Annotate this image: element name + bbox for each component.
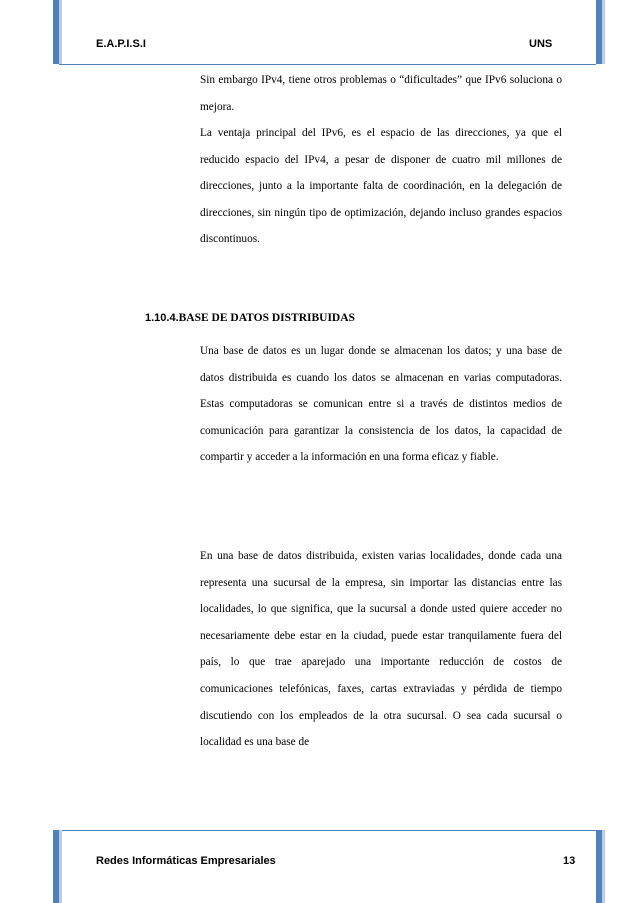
right-bottom-bar-shadow	[602, 830, 605, 903]
section-number: 1.10.4.	[145, 312, 179, 324]
left-top-bar-shadow	[59, 0, 62, 64]
section-title: BASE DE DATOS DISTRIBUIDAS	[178, 312, 355, 324]
paragraph-distributed-db-definition: Una base de datos es un lugar donde se almacenan los datos; y una base de datos distribuida es cuando los datos se almacenan en varias computadoras. Estas computadoras se comunican entre si a través de distintos medios de comunicación para garantizar la consistencia de los datos, la capacidad de compartir y acceder a la información en una forma eficaz y fiable.	[200, 345, 562, 464]
header-right: UNS	[529, 38, 553, 50]
section-heading	[145, 312, 355, 324]
footer-rule	[59, 830, 596, 831]
paragraph-distributed-db-localities: En una base de datos distribuida, existen varias localidades, donde cada una representa una sucursal de la empresa, sin importar las distancias entre las localidades, lo que significa, que la sucursal a donde usted quiere acceder no necesariamente debe estar en la ciudad, puede estar tranquilamente fuera del país, lo que trae aparejado una importante reducción de costos de comunicaciones telefónicas, faxes, cartas extraviadas y pérdida de tiempo discutiendo con los empleados de la otra sucursal. O sea cada sucursal o localidad es una base de	[200, 550, 562, 749]
header-rule	[59, 64, 596, 65]
header-left: E.A.P.I.S.I	[96, 38, 146, 50]
right-top-bar-shadow	[602, 0, 605, 64]
paragraph-ipv4-problems: Sin embargo IPv4, tiene otros problemas o “dificultades” que IPv6 soluciona o mejora.	[200, 74, 562, 113]
page-number: 13	[563, 855, 576, 867]
footer-title: Redes Informáticas Empresariales	[96, 855, 276, 867]
paragraph-ipv6-advantage: La ventaja principal del IPv6, es el espacio de las direcciones, ya que el reducido espacio del IPv4, a pesar de disponer de cuatro mil millones de direcciones, junto a la importante falta de coordinación, en la delegación de direcciones, sin ningún tipo de optimización, dejando incluso grandes espacios discontinuos.	[200, 127, 562, 246]
left-bottom-bar-shadow	[59, 830, 62, 903]
